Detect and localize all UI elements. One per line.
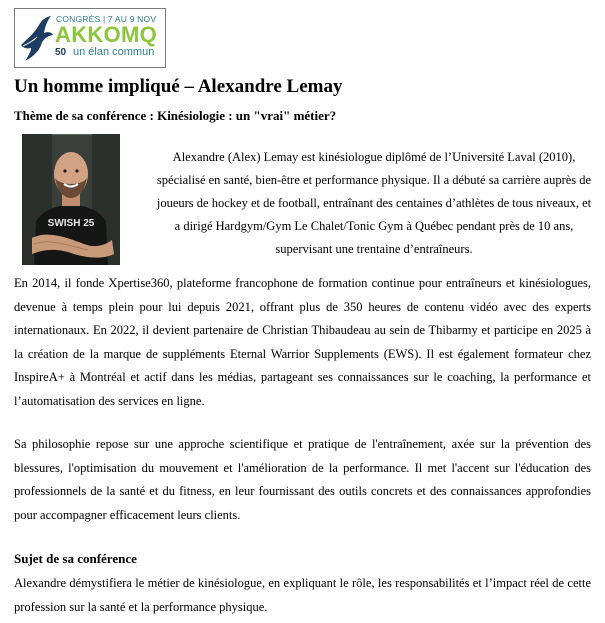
logo-years: 50 [55, 47, 67, 58]
philosophy-paragraph: Sa philosophie repose sur une approche scientifique et pratique de l'entraînement, axée sur la prévention des blessures, l'optimisation du mouvement et l'amélioration de la performance. Il met l'accent sur l'éducation des professionnels de la santé et du fitness, en leur fournissant des outils concrets et des connaissances approfondies pour accompagner efficacement leurs clients. [14, 437, 591, 522]
career-paragraph: En 2014, il fonde Xpertise360, plateforme francophone de formation continue pour entraîneurs et kinésiologues, devenue à temps plein pour lui depuis 2021, offrant plus de 350 heures de contenu vidéo avec des experts internationaux. En 2022, il devient partenaire de Christian Thibaudeau au sein de Thibarmy et participe en 2025 à la création de la marque de suppléments Eternal Warrior Supplements (EWS). Il est également formateur chez InspireA+ à Montréal et actif dans les médias, partageant ses connaissances sur le coaching, la performance et l’automatisation des services en ligne. [14, 276, 591, 408]
speaker-photo [22, 134, 120, 265]
congress-logo [14, 8, 166, 68]
article-title: Un homme impliqué – Alexandre Lemay [14, 76, 343, 97]
congress-dates: CONGRÈS | 7 AU 9 NOV [56, 14, 157, 24]
logo-tagline: un élan commun [73, 46, 155, 58]
speaker-bio: Alexandre (Alex) Lemay est kinésiologue diplômé de l’Université Laval (2010), spécialisé en santé, bien-être et performance physique. Il a débuté sa carrière auprès de joueurs de hockey et de football, entraînant des centaines d’athlètes de tous niveaux, et a dirigé Hardgym/Gym Le Chalet/Tonic Gym à Québec pendant près de 10 ans, supervisant une trentaine d’entraîneurs. [156, 150, 592, 256]
subject-heading: Sujet de sa conférence [14, 551, 137, 566]
shirt-print-text: SWISH 25 [47, 218, 95, 229]
subject-text: Alexandre démystifiera le métier de kinésiologue, en expliquant le rôle, les responsabilités et l’impact réel de cette profession sur la santé et la performance physique. [14, 576, 591, 614]
bird-logo-icon [19, 15, 55, 63]
conference-theme: Thème de sa conférence : Kinésiologie : un "vrai" métier? [14, 108, 337, 123]
logo-brand: AKKOMQ [55, 22, 158, 47]
